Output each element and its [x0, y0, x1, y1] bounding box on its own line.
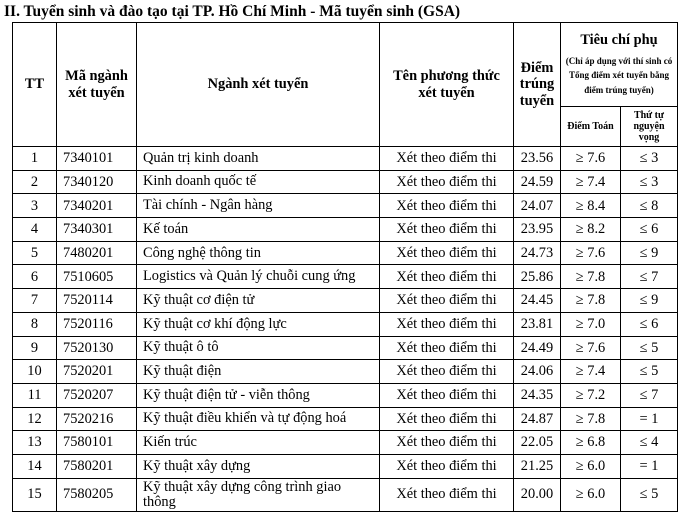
cell-code: 7520207 — [57, 383, 137, 407]
header-row — [13, 23, 678, 107]
cell-code: 7520216 — [57, 407, 137, 431]
cell-major: Kỹ thuật cơ khí động lực — [137, 312, 380, 336]
cell-method: Xét theo điểm thi — [380, 454, 514, 478]
cell-method: Xét theo điểm thi — [380, 336, 514, 360]
cell-priority: = 1 — [621, 454, 678, 478]
cell-major: Kỹ thuật xây dựng công trình giao thông — [137, 478, 380, 511]
header-method: Tên phương thức xét tuyển — [380, 23, 514, 147]
cell-math: ≥ 7.8 — [561, 265, 621, 289]
header-tt: TT — [13, 23, 57, 147]
cell-score: 24.06 — [514, 360, 561, 384]
cell-math: ≥ 6.0 — [561, 454, 621, 478]
cell-code: 7580201 — [57, 454, 137, 478]
section-title: II. Tuyển sinh và đào tạo tại TP. Hồ Chí Minh - Mã tuyển sinh (GSA) — [4, 3, 461, 20]
cell-tt: 9 — [13, 336, 57, 360]
cell-tt: 13 — [13, 431, 57, 455]
cell-score: 24.49 — [514, 336, 561, 360]
cell-method: Xét theo điểm thi — [380, 147, 514, 171]
cell-code: 7580205 — [57, 478, 137, 511]
cell-tt: 11 — [13, 383, 57, 407]
cell-major: Công nghệ thông tin — [137, 241, 380, 265]
cell-method: Xét theo điểm thi — [380, 241, 514, 265]
cell-math: ≥ 7.6 — [561, 336, 621, 360]
cell-code: 7340101 — [57, 147, 137, 171]
cell-score: 23.95 — [514, 218, 561, 242]
table-row — [13, 170, 678, 194]
cell-priority: ≤ 3 — [621, 170, 678, 194]
cell-score: 24.59 — [514, 170, 561, 194]
cell-score: 24.73 — [514, 241, 561, 265]
cell-method: Xét theo điểm thi — [380, 289, 514, 313]
cell-tt: 3 — [13, 194, 57, 218]
cell-score: 22.05 — [514, 431, 561, 455]
cell-major: Kỹ thuật cơ điện tử — [137, 289, 380, 313]
cell-code: 7480201 — [57, 241, 137, 265]
table-row — [13, 383, 678, 407]
cell-score: 24.45 — [514, 289, 561, 313]
cell-math: ≥ 7.4 — [561, 170, 621, 194]
cell-tt: 7 — [13, 289, 57, 313]
cell-code: 7520201 — [57, 360, 137, 384]
cell-method: Xét theo điểm thi — [380, 265, 514, 289]
cell-priority: ≤ 7 — [621, 383, 678, 407]
cell-priority: ≤ 5 — [621, 360, 678, 384]
header-priority: Thứ tự nguyện vọng — [621, 107, 678, 147]
cell-method: Xét theo điểm thi — [380, 383, 514, 407]
cell-priority: ≤ 8 — [621, 194, 678, 218]
cell-tt: 5 — [13, 241, 57, 265]
cell-tt: 4 — [13, 218, 57, 242]
header-score: Điểm trúng tuyển — [514, 23, 561, 147]
header-secondary-note: (Chỉ áp dụng với thí sinh có Tổng điểm xét tuyển bằng điểm trúng tuyển) — [565, 55, 673, 95]
cell-major: Tài chính - Ngân hàng — [137, 194, 380, 218]
table-row — [13, 265, 678, 289]
cell-method: Xét theo điểm thi — [380, 218, 514, 242]
cell-tt: 6 — [13, 265, 57, 289]
cell-math: ≥ 7.8 — [561, 289, 621, 313]
cell-math: ≥ 8.4 — [561, 194, 621, 218]
cell-code: 7580101 — [57, 431, 137, 455]
cell-math: ≥ 8.2 — [561, 218, 621, 242]
cell-score: 24.87 — [514, 407, 561, 431]
cell-priority: ≤ 6 — [621, 218, 678, 242]
cell-score: 24.35 — [514, 383, 561, 407]
cell-tt: 2 — [13, 170, 57, 194]
table-row — [13, 289, 678, 313]
cell-method: Xét theo điểm thi — [380, 170, 514, 194]
cell-tt: 10 — [13, 360, 57, 384]
cell-math: ≥ 7.4 — [561, 360, 621, 384]
table-row — [13, 454, 678, 478]
cell-tt: 8 — [13, 312, 57, 336]
header-major: Ngành xét tuyển — [137, 23, 380, 147]
cell-code: 7520116 — [57, 312, 137, 336]
cell-score: 25.86 — [514, 265, 561, 289]
table-body — [13, 147, 678, 512]
cell-code: 7510605 — [57, 265, 137, 289]
table-row — [13, 478, 678, 511]
cell-major: Kỹ thuật ô tô — [137, 336, 380, 360]
header-code: Mã ngành xét tuyển — [57, 23, 137, 147]
cell-priority: = 1 — [621, 407, 678, 431]
table-row — [13, 241, 678, 265]
cell-method: Xét theo điểm thi — [380, 360, 514, 384]
cell-tt: 12 — [13, 407, 57, 431]
cell-priority: ≤ 5 — [621, 336, 678, 360]
cell-code: 7340301 — [57, 218, 137, 242]
table-row — [13, 194, 678, 218]
cell-method: Xét theo điểm thi — [380, 478, 514, 511]
cell-code: 7520114 — [57, 289, 137, 313]
cell-tt: 14 — [13, 454, 57, 478]
cell-method: Xét theo điểm thi — [380, 431, 514, 455]
cell-score: 21.25 — [514, 454, 561, 478]
cell-math: ≥ 7.8 — [561, 407, 621, 431]
cell-method: Xét theo điểm thi — [380, 312, 514, 336]
cell-priority: ≤ 5 — [621, 478, 678, 511]
cell-score: 20.00 — [514, 478, 561, 511]
cell-method: Xét theo điểm thi — [380, 407, 514, 431]
cell-priority: ≤ 3 — [621, 147, 678, 171]
cell-score: 23.56 — [514, 147, 561, 171]
table-row — [13, 336, 678, 360]
cell-math: ≥ 6.8 — [561, 431, 621, 455]
cell-major: Kiến trúc — [137, 431, 380, 455]
header-secondary-title: Tiêu chí phụ — [580, 31, 658, 48]
cell-method: Xét theo điểm thi — [380, 194, 514, 218]
table-row — [13, 312, 678, 336]
cell-math: ≥ 6.0 — [561, 478, 621, 511]
cell-priority: ≤ 6 — [621, 312, 678, 336]
cell-score: 23.81 — [514, 312, 561, 336]
cell-code: 7340120 — [57, 170, 137, 194]
cell-code: 7340201 — [57, 194, 137, 218]
cell-major: Logistics và Quản lý chuỗi cung ứng — [137, 265, 380, 289]
cell-code: 7520130 — [57, 336, 137, 360]
cell-major: Kinh doanh quốc tế — [137, 170, 380, 194]
cell-priority: ≤ 7 — [621, 265, 678, 289]
table-row — [13, 360, 678, 384]
admission-table — [12, 22, 678, 512]
cell-score: 24.07 — [514, 194, 561, 218]
table-row — [13, 147, 678, 171]
cell-math: ≥ 7.6 — [561, 241, 621, 265]
cell-major: Quản trị kinh doanh — [137, 147, 380, 171]
header-secondary — [561, 23, 678, 107]
table-row — [13, 431, 678, 455]
cell-priority: ≤ 4 — [621, 431, 678, 455]
cell-tt: 1 — [13, 147, 57, 171]
cell-major: Kỹ thuật điều khiển và tự động hoá — [137, 407, 380, 431]
table-row — [13, 218, 678, 242]
cell-major: Kế toán — [137, 218, 380, 242]
cell-major: Kỹ thuật xây dựng — [137, 454, 380, 478]
cell-math: ≥ 7.6 — [561, 147, 621, 171]
cell-tt: 15 — [13, 478, 57, 511]
header-math: Điểm Toán — [561, 107, 621, 147]
cell-major: Kỹ thuật điện — [137, 360, 380, 384]
cell-priority: ≤ 9 — [621, 241, 678, 265]
cell-priority: ≤ 9 — [621, 289, 678, 313]
table-row — [13, 407, 678, 431]
cell-math: ≥ 7.0 — [561, 312, 621, 336]
cell-major: Kỹ thuật điện tử - viễn thông — [137, 383, 380, 407]
cell-math: ≥ 7.2 — [561, 383, 621, 407]
